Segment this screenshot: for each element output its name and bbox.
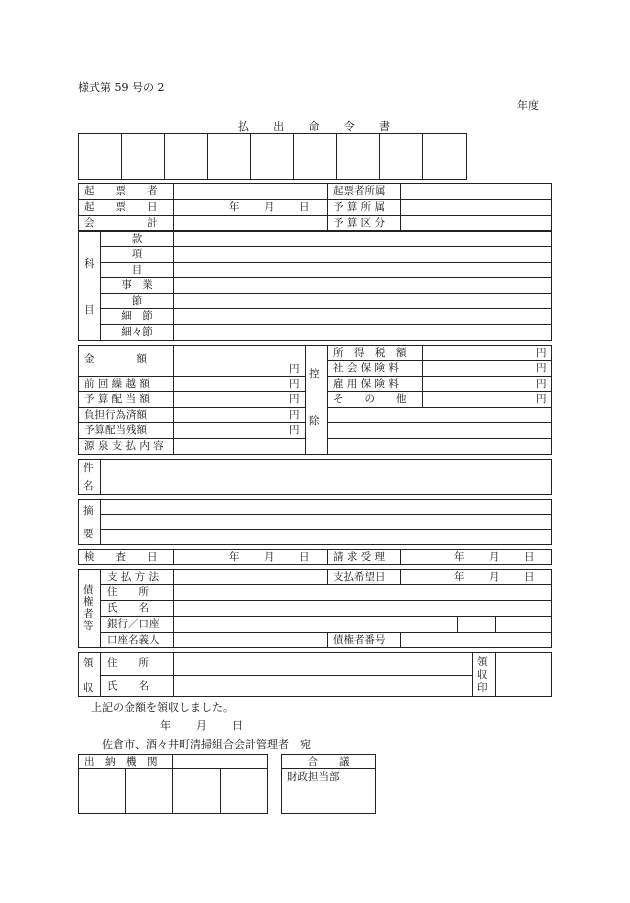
finance-dept-label: 財政担当部 bbox=[287, 771, 340, 783]
category-item: 節 bbox=[131, 295, 143, 307]
amount-row-label: 予算配当残額 bbox=[84, 424, 147, 436]
receipt-shuu: 収 bbox=[83, 682, 94, 694]
drafter-label: 起 票 者 bbox=[84, 185, 158, 197]
title-char: 出 bbox=[273, 120, 285, 133]
subject-mei: 名 bbox=[83, 480, 94, 492]
seal-char: 収 bbox=[477, 669, 488, 681]
council-label: 合 議 bbox=[307, 756, 350, 768]
yen-unit: 円 bbox=[536, 393, 547, 405]
amount-label: 金 額 bbox=[84, 353, 147, 365]
yen-unit: 円 bbox=[289, 409, 300, 421]
title-char: 令 bbox=[343, 120, 355, 133]
inspection-month: 月 bbox=[264, 551, 275, 563]
subject-ken: 件 bbox=[83, 462, 94, 474]
inspection-year: 年 bbox=[229, 551, 240, 563]
category-item: 項 bbox=[131, 248, 143, 260]
document-title bbox=[238, 118, 390, 134]
pay-date-label: 支払希望日 bbox=[333, 571, 386, 583]
yen-unit: 円 bbox=[536, 362, 547, 374]
draft-date-day: 日 bbox=[299, 201, 310, 213]
creditor-side-char: 等 bbox=[83, 620, 94, 632]
summary-you: 要 bbox=[83, 528, 94, 540]
claim-day: 日 bbox=[524, 551, 535, 563]
category-item: 目 bbox=[131, 264, 143, 276]
approval-stamp-boxes bbox=[78, 133, 467, 180]
deduction-label: 所 得 税 額 bbox=[333, 347, 407, 359]
claim-year: 年 bbox=[454, 551, 465, 563]
pay-date-year: 年 bbox=[454, 571, 465, 583]
yen-unit: 円 bbox=[536, 378, 547, 390]
deduction-label: 雇 用 保 険 料 bbox=[333, 378, 399, 390]
inspection-date-label: 検 査 日 bbox=[84, 551, 158, 563]
account-holder-label: 口座名義人 bbox=[107, 634, 160, 646]
draft-date-year: 年 bbox=[229, 201, 240, 213]
category-item: 細 節 bbox=[121, 310, 153, 322]
payment-method-label: 支 払 方 法 bbox=[107, 571, 160, 583]
inspection-day: 日 bbox=[299, 551, 310, 563]
summary-section bbox=[78, 499, 552, 545]
claim-received-label: 請 求 受 理 bbox=[333, 551, 386, 563]
creditor-side-char: 権 bbox=[83, 596, 94, 608]
title-char: 命 bbox=[308, 120, 320, 133]
form-number: 様式第 59 号の 2 bbox=[78, 81, 165, 94]
summary-teki: 摘 bbox=[83, 505, 94, 517]
category-moku: 目 bbox=[84, 304, 95, 316]
category-item: 事 業 bbox=[121, 279, 153, 291]
deduction-kou: 控 bbox=[309, 368, 320, 380]
amount-row-label: 予 算 配 当 額 bbox=[84, 393, 150, 405]
creditor-number-label: 債権者番号 bbox=[333, 634, 386, 646]
deduction-label: 社 会 保 険 料 bbox=[333, 362, 399, 374]
receipt-day: 日 bbox=[232, 719, 243, 732]
deduction-jo: 除 bbox=[309, 415, 320, 427]
yen-unit: 円 bbox=[289, 378, 300, 390]
seal-char: 領 bbox=[477, 656, 488, 668]
creditor-address-label: 住 所 bbox=[107, 586, 149, 598]
yen-unit: 円 bbox=[536, 347, 547, 359]
yen-unit: 円 bbox=[289, 363, 300, 375]
category-ka: 科 bbox=[84, 258, 95, 270]
receipt-year: 年 bbox=[160, 719, 171, 732]
amount-row-label: 負担行為済額 bbox=[84, 409, 147, 421]
subject-section bbox=[78, 459, 552, 495]
receipt-address-label: 住 所 bbox=[107, 657, 149, 669]
category-item: 細々節 bbox=[121, 326, 153, 338]
yen-unit: 円 bbox=[289, 424, 300, 436]
draft-date-label: 起 票 日 bbox=[84, 201, 158, 213]
title-char: 書 bbox=[379, 120, 390, 133]
pay-date-day: 日 bbox=[524, 571, 535, 583]
budget-dept-label: 予 算 所 属 bbox=[333, 201, 386, 213]
addressee: 佐倉市、酒々井町清掃組合会計管理者 宛 bbox=[102, 738, 311, 751]
cashier-label: 出 納 機 関 bbox=[84, 756, 158, 768]
title-char: 払 bbox=[238, 120, 249, 133]
bank-account-label: 銀行／口座 bbox=[107, 618, 160, 630]
creditor-side-char: 債 bbox=[83, 584, 94, 596]
deduction-label: そ の 他 bbox=[333, 393, 407, 405]
creditor-side-char: 者 bbox=[83, 608, 94, 620]
category-item: 款 bbox=[131, 233, 143, 245]
pay-date-month: 月 bbox=[489, 571, 500, 583]
receipt-notice: 上記の金額を領収しました。 bbox=[91, 701, 234, 714]
budget-class-label: 予 算 区 分 bbox=[333, 217, 386, 229]
creditor-name-label: 氏 名 bbox=[107, 602, 149, 614]
draft-date-month: 月 bbox=[264, 201, 275, 213]
fiscal-year-label: 年度 bbox=[517, 99, 539, 112]
amount-row-label: 前 回 繰 越 額 bbox=[84, 378, 150, 390]
receipt-month: 月 bbox=[196, 719, 207, 732]
drafter-dept-label: 起票者所属 bbox=[333, 185, 386, 197]
yen-unit: 円 bbox=[289, 393, 300, 405]
receipt-ryou: 領 bbox=[83, 657, 94, 669]
seal-char: 印 bbox=[477, 682, 488, 694]
amount-row-label: 源 泉 支 払 内 容 bbox=[84, 440, 164, 452]
accounting-label: 会 計 bbox=[84, 217, 158, 229]
claim-month: 月 bbox=[489, 551, 500, 563]
receipt-name-label: 氏 名 bbox=[107, 680, 149, 692]
